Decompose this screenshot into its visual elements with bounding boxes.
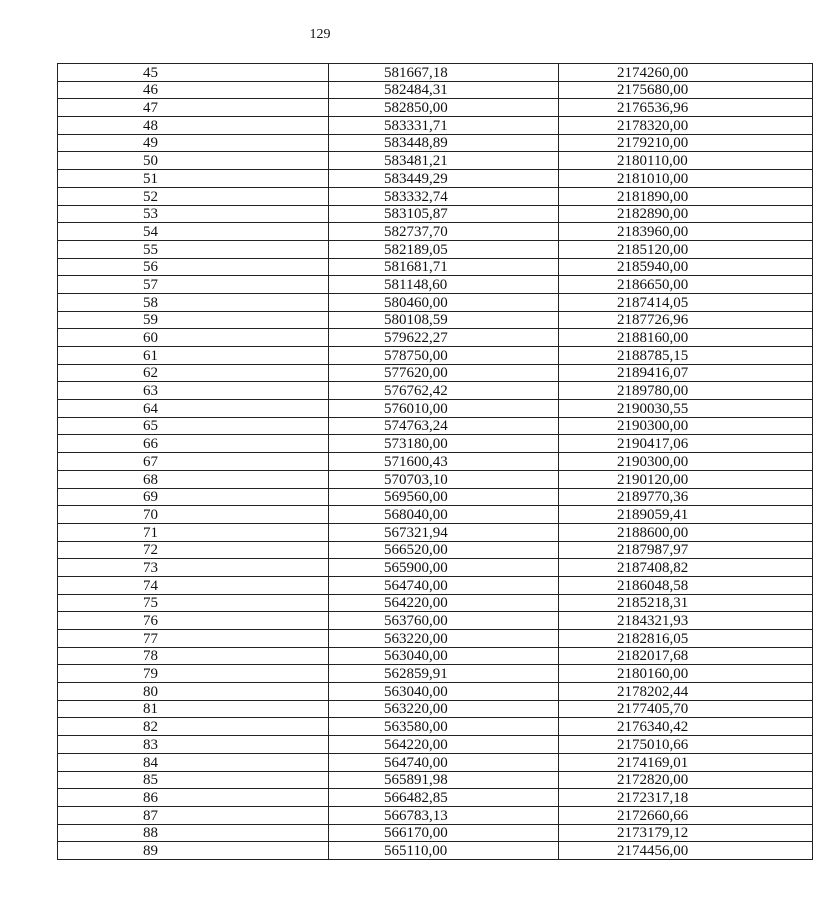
table-row	[58, 665, 813, 683]
point-number-cell: 79	[58, 665, 329, 683]
point-number-cell: 70	[58, 506, 329, 524]
y-coordinate-cell: 2180110,00	[559, 152, 813, 170]
point-number-cell: 62	[58, 364, 329, 382]
y-coordinate-cell: 2190417,06	[559, 435, 813, 453]
point-number-cell: 85	[58, 771, 329, 789]
y-coordinate-cell: 2172820,00	[559, 771, 813, 789]
table-row	[58, 630, 813, 648]
y-coordinate-cell: 2186650,00	[559, 276, 813, 294]
point-number-cell: 71	[58, 523, 329, 541]
x-coordinate-cell: 583448,89	[329, 134, 559, 152]
y-coordinate-cell: 2178202,44	[559, 683, 813, 701]
x-coordinate-cell: 563040,00	[329, 683, 559, 701]
x-coordinate-cell: 563040,00	[329, 647, 559, 665]
x-coordinate-cell: 569560,00	[329, 488, 559, 506]
table-row	[58, 311, 813, 329]
point-number-cell: 59	[58, 311, 329, 329]
y-coordinate-cell: 2190300,00	[559, 417, 813, 435]
x-coordinate-cell: 582484,31	[329, 81, 559, 99]
x-coordinate-cell: 583331,71	[329, 117, 559, 135]
x-coordinate-cell: 566482,85	[329, 789, 559, 807]
coordinates-table	[57, 63, 813, 860]
point-number-cell: 82	[58, 718, 329, 736]
point-number-cell: 50	[58, 152, 329, 170]
point-number-cell: 83	[58, 736, 329, 754]
point-number-cell: 57	[58, 276, 329, 294]
y-coordinate-cell: 2184321,93	[559, 612, 813, 630]
x-coordinate-cell: 583449,29	[329, 170, 559, 188]
point-number-cell: 88	[58, 824, 329, 842]
y-coordinate-cell: 2190120,00	[559, 470, 813, 488]
table-row	[58, 240, 813, 258]
y-coordinate-cell: 2190030,55	[559, 400, 813, 418]
point-number-cell: 61	[58, 347, 329, 365]
point-number-cell: 65	[58, 417, 329, 435]
table-row	[58, 612, 813, 630]
table-row	[58, 594, 813, 612]
x-coordinate-cell: 582850,00	[329, 99, 559, 117]
table-row	[58, 435, 813, 453]
point-number-cell: 76	[58, 612, 329, 630]
x-coordinate-cell: 582189,05	[329, 240, 559, 258]
point-number-cell: 53	[58, 205, 329, 223]
table-row	[58, 541, 813, 559]
x-coordinate-cell: 564740,00	[329, 753, 559, 771]
y-coordinate-cell: 2186048,58	[559, 576, 813, 594]
table-row	[58, 134, 813, 152]
point-number-cell: 78	[58, 647, 329, 665]
table-row	[58, 258, 813, 276]
table-row	[58, 99, 813, 117]
x-coordinate-cell: 573180,00	[329, 435, 559, 453]
y-coordinate-cell: 2180160,00	[559, 665, 813, 683]
x-coordinate-cell: 576010,00	[329, 400, 559, 418]
y-coordinate-cell: 2174456,00	[559, 842, 813, 860]
x-coordinate-cell: 565900,00	[329, 559, 559, 577]
x-coordinate-cell: 580108,59	[329, 311, 559, 329]
table-row	[58, 559, 813, 577]
x-coordinate-cell: 564220,00	[329, 594, 559, 612]
table-row	[58, 400, 813, 418]
point-number-cell: 56	[58, 258, 329, 276]
table-row	[58, 470, 813, 488]
point-number-cell: 66	[58, 435, 329, 453]
y-coordinate-cell: 2187987,97	[559, 541, 813, 559]
point-number-cell: 67	[58, 453, 329, 471]
x-coordinate-cell: 583481,21	[329, 152, 559, 170]
table-row	[58, 187, 813, 205]
x-coordinate-cell: 581148,60	[329, 276, 559, 294]
y-coordinate-cell: 2174260,00	[559, 64, 813, 82]
x-coordinate-cell: 583105,87	[329, 205, 559, 223]
x-coordinate-cell: 578750,00	[329, 347, 559, 365]
x-coordinate-cell: 576762,42	[329, 382, 559, 400]
table-row	[58, 329, 813, 347]
x-coordinate-cell: 563580,00	[329, 718, 559, 736]
x-coordinate-cell: 566170,00	[329, 824, 559, 842]
x-coordinate-cell: 563760,00	[329, 612, 559, 630]
y-coordinate-cell: 2185940,00	[559, 258, 813, 276]
table-row	[58, 276, 813, 294]
point-number-cell: 81	[58, 700, 329, 718]
x-coordinate-cell: 574763,24	[329, 417, 559, 435]
y-coordinate-cell: 2174169,01	[559, 753, 813, 771]
y-coordinate-cell: 2189770,36	[559, 488, 813, 506]
y-coordinate-cell: 2188785,15	[559, 347, 813, 365]
y-coordinate-cell: 2189059,41	[559, 506, 813, 524]
y-coordinate-cell: 2182017,68	[559, 647, 813, 665]
point-number-cell: 68	[58, 470, 329, 488]
x-coordinate-cell: 567321,94	[329, 523, 559, 541]
x-coordinate-cell: 583332,74	[329, 187, 559, 205]
table-row	[58, 453, 813, 471]
y-coordinate-cell: 2183960,00	[559, 223, 813, 241]
table-row	[58, 417, 813, 435]
x-coordinate-cell: 571600,43	[329, 453, 559, 471]
table-row	[58, 488, 813, 506]
x-coordinate-cell: 562859,91	[329, 665, 559, 683]
y-coordinate-cell: 2188600,00	[559, 523, 813, 541]
point-number-cell: 54	[58, 223, 329, 241]
y-coordinate-cell: 2187726,96	[559, 311, 813, 329]
point-number-cell: 64	[58, 400, 329, 418]
x-coordinate-cell: 563220,00	[329, 630, 559, 648]
point-number-cell: 51	[58, 170, 329, 188]
table-row	[58, 523, 813, 541]
point-number-cell: 77	[58, 630, 329, 648]
x-coordinate-cell: 581681,71	[329, 258, 559, 276]
point-number-cell: 69	[58, 488, 329, 506]
y-coordinate-cell: 2182890,00	[559, 205, 813, 223]
x-coordinate-cell: 564220,00	[329, 736, 559, 754]
x-coordinate-cell: 566520,00	[329, 541, 559, 559]
table-row	[58, 576, 813, 594]
table-row	[58, 824, 813, 842]
y-coordinate-cell: 2181010,00	[559, 170, 813, 188]
table-row	[58, 347, 813, 365]
point-number-cell: 80	[58, 683, 329, 701]
table-row	[58, 152, 813, 170]
table-row	[58, 382, 813, 400]
table-row	[58, 842, 813, 860]
point-number-cell: 60	[58, 329, 329, 347]
y-coordinate-cell: 2181890,00	[559, 187, 813, 205]
y-coordinate-cell: 2172660,66	[559, 806, 813, 824]
point-number-cell: 75	[58, 594, 329, 612]
table-row	[58, 700, 813, 718]
x-coordinate-cell: 566783,13	[329, 806, 559, 824]
point-number-cell: 63	[58, 382, 329, 400]
point-number-cell: 55	[58, 240, 329, 258]
y-coordinate-cell: 2182816,05	[559, 630, 813, 648]
y-coordinate-cell: 2185218,31	[559, 594, 813, 612]
point-number-cell: 48	[58, 117, 329, 135]
y-coordinate-cell: 2175680,00	[559, 81, 813, 99]
table-row	[58, 506, 813, 524]
table-row	[58, 771, 813, 789]
page-number: 129	[309, 27, 331, 42]
y-coordinate-cell: 2177405,70	[559, 700, 813, 718]
table-row	[58, 806, 813, 824]
x-coordinate-cell: 581667,18	[329, 64, 559, 82]
x-coordinate-cell: 565891,98	[329, 771, 559, 789]
point-number-cell: 52	[58, 187, 329, 205]
point-number-cell: 49	[58, 134, 329, 152]
y-coordinate-cell: 2176340,42	[559, 718, 813, 736]
y-coordinate-cell: 2190300,00	[559, 453, 813, 471]
x-coordinate-cell: 565110,00	[329, 842, 559, 860]
y-coordinate-cell: 2178320,00	[559, 117, 813, 135]
table-row	[58, 647, 813, 665]
point-number-cell: 45	[58, 64, 329, 82]
table-row	[58, 64, 813, 82]
table-row	[58, 753, 813, 771]
x-coordinate-cell: 579622,27	[329, 329, 559, 347]
coordinates-table-body	[58, 64, 813, 860]
y-coordinate-cell: 2172317,18	[559, 789, 813, 807]
table-row	[58, 683, 813, 701]
y-coordinate-cell: 2189780,00	[559, 382, 813, 400]
y-coordinate-cell: 2187408,82	[559, 559, 813, 577]
table-row	[58, 293, 813, 311]
y-coordinate-cell: 2185120,00	[559, 240, 813, 258]
x-coordinate-cell: 580460,00	[329, 293, 559, 311]
point-number-cell: 73	[58, 559, 329, 577]
table-row	[58, 364, 813, 382]
y-coordinate-cell: 2179210,00	[559, 134, 813, 152]
point-number-cell: 72	[58, 541, 329, 559]
y-coordinate-cell: 2187414,05	[559, 293, 813, 311]
y-coordinate-cell: 2189416,07	[559, 364, 813, 382]
table-row	[58, 718, 813, 736]
point-number-cell: 84	[58, 753, 329, 771]
table-row	[58, 223, 813, 241]
y-coordinate-cell: 2173179,12	[559, 824, 813, 842]
table-row	[58, 81, 813, 99]
table-row	[58, 789, 813, 807]
x-coordinate-cell: 582737,70	[329, 223, 559, 241]
y-coordinate-cell: 2188160,00	[559, 329, 813, 347]
y-coordinate-cell: 2176536,96	[559, 99, 813, 117]
point-number-cell: 89	[58, 842, 329, 860]
x-coordinate-cell: 570703,10	[329, 470, 559, 488]
y-coordinate-cell: 2175010,66	[559, 736, 813, 754]
x-coordinate-cell: 564740,00	[329, 576, 559, 594]
table-row	[58, 170, 813, 188]
point-number-cell: 87	[58, 806, 329, 824]
x-coordinate-cell: 577620,00	[329, 364, 559, 382]
point-number-cell: 46	[58, 81, 329, 99]
point-number-cell: 86	[58, 789, 329, 807]
x-coordinate-cell: 563220,00	[329, 700, 559, 718]
table-row	[58, 736, 813, 754]
point-number-cell: 74	[58, 576, 329, 594]
x-coordinate-cell: 568040,00	[329, 506, 559, 524]
table-row	[58, 205, 813, 223]
point-number-cell: 58	[58, 293, 329, 311]
point-number-cell: 47	[58, 99, 329, 117]
table-row	[58, 117, 813, 135]
